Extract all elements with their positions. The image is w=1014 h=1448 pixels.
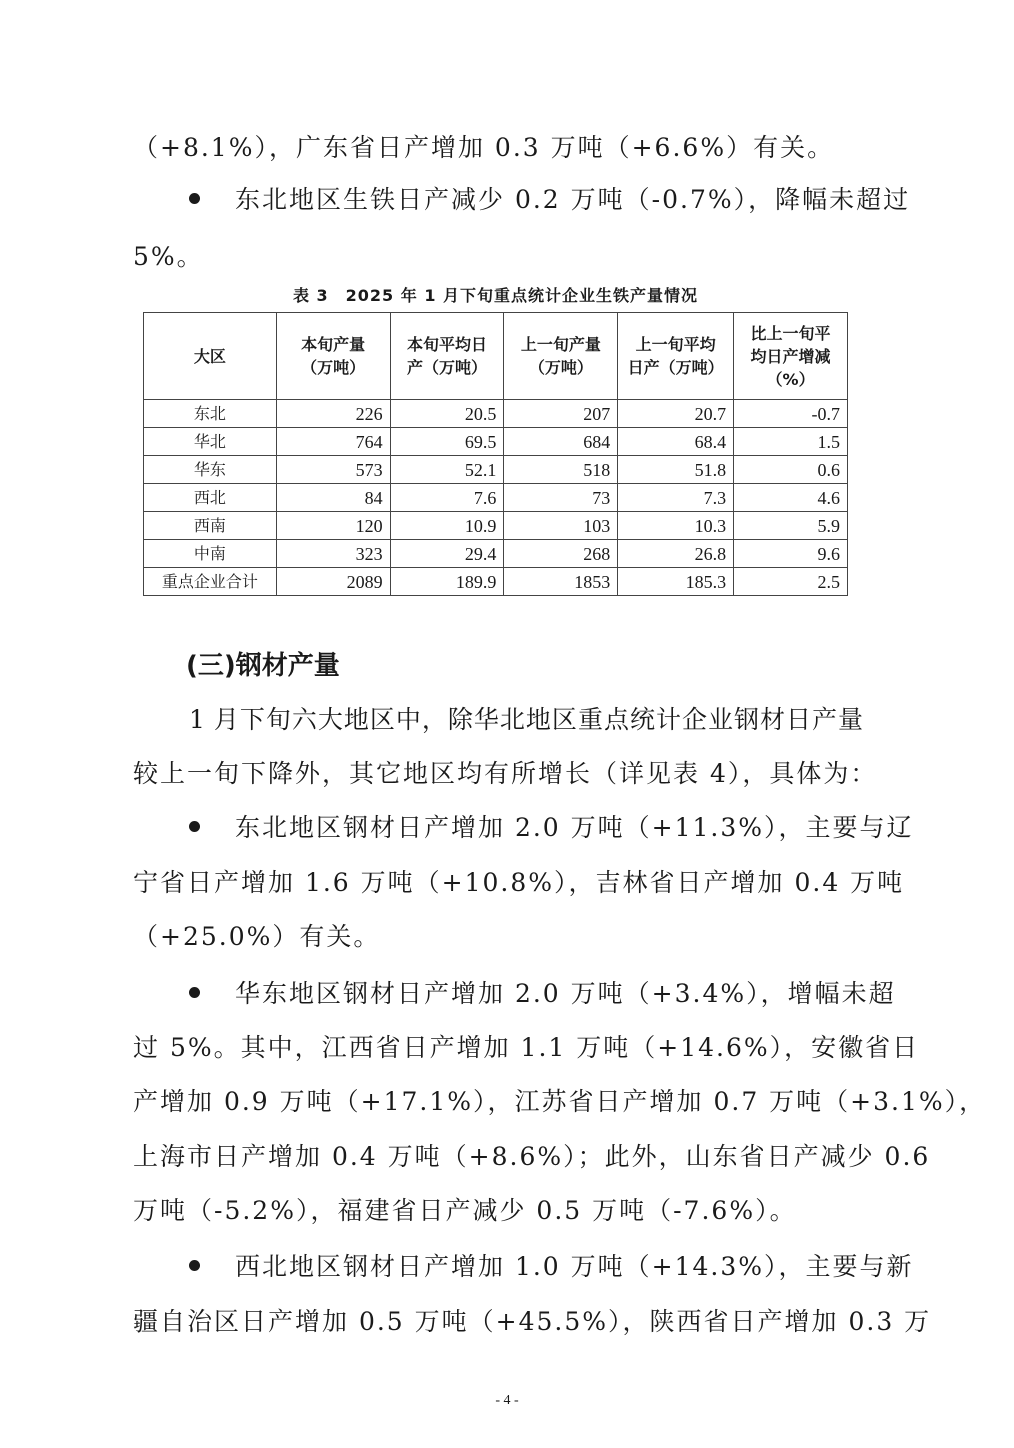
value-cell: 120 (276, 512, 390, 540)
bullet-item (133, 977, 896, 1011)
value-cell: 189.9 (390, 568, 504, 596)
value-cell: 573 (276, 456, 390, 484)
region-cell: 中南 (144, 540, 277, 568)
bullet-text: 华东地区钢材日产增加 2.0 万吨（+3.4%），增幅未超 (235, 979, 896, 1008)
value-cell: 226 (276, 400, 390, 428)
bullet-item (133, 183, 911, 217)
data-table (143, 312, 848, 596)
table-row (144, 400, 848, 428)
bullet-text: 东北地区钢材日产增加 2.0 万吨（+11.3%），主要与辽 (235, 813, 914, 842)
value-cell: 9.6 (734, 540, 848, 568)
table-row (144, 512, 848, 540)
region-cell: 西南 (144, 512, 277, 540)
value-cell: 2.5 (734, 568, 848, 596)
value-cell: 5.9 (734, 512, 848, 540)
paragraph-line: 宁省日产增加 1.6 万吨（+10.8%），吉林省日产增加 0.4 万吨 (133, 868, 905, 897)
table-header-cell: 大区 (144, 313, 277, 400)
bullet-dot-icon (189, 987, 200, 998)
value-cell: 69.5 (390, 428, 504, 456)
table-row (144, 568, 848, 596)
table-header-cell: 本旬平均日 产（万吨） (390, 313, 504, 400)
paragraph-line: （+8.1%），广东省日产增加 0.3 万吨（+6.6%）有关。 (133, 133, 835, 162)
paragraph-line: 较上一旬下降外，其它地区均有所增长（详见表 4），具体为： (133, 759, 878, 788)
paragraph-line: 产增加 0.9 万吨（+17.1%），江苏省日产增加 0.7 万吨（+3.1%）， (133, 1087, 987, 1116)
table-row (144, 540, 848, 568)
value-cell: 103 (504, 512, 618, 540)
bullet-item (133, 811, 914, 845)
value-cell: 764 (276, 428, 390, 456)
table-caption: 表 3 2025 年 1 月下旬重点统计企业生铁产量情况 (292, 286, 699, 305)
bullet-text: 西北地区钢材日产增加 1.0 万吨（+14.3%），主要与新 (235, 1252, 914, 1281)
table-row (144, 484, 848, 512)
region-cell: 华东 (144, 456, 277, 484)
value-cell: 20.7 (618, 400, 734, 428)
paragraph-line: 万吨（-5.2%），福建省日产减少 0.5 万吨（-7.6%）。 (133, 1196, 797, 1225)
paragraph-line: 1 月下旬六大地区中，除华北地区重点统计企业钢材日产量 (189, 705, 863, 734)
table-header-row (144, 313, 848, 400)
value-cell: 29.4 (390, 540, 504, 568)
table-row (144, 456, 848, 484)
value-cell: 185.3 (618, 568, 734, 596)
paragraph-line: （+25.0%）有关。 (133, 922, 381, 951)
bullet-dot-icon (189, 821, 200, 832)
region-cell: 西北 (144, 484, 277, 512)
table-row (144, 428, 848, 456)
table-header-cell: 比上一旬平 均日产增减 （%） (734, 313, 848, 400)
table-header-cell: 上一旬产量 （万吨） (504, 313, 618, 400)
value-cell: 51.8 (618, 456, 734, 484)
value-cell: -0.7 (734, 400, 848, 428)
value-cell: 518 (504, 456, 618, 484)
region-cell: 华北 (144, 428, 277, 456)
value-cell: 268 (504, 540, 618, 568)
paragraph-line: 5%。 (133, 242, 204, 271)
paragraph-line: 过 5%。其中，江西省日产增加 1.1 万吨（+14.6%），安徽省日 (133, 1033, 920, 1062)
region-cell: 东北 (144, 400, 277, 428)
value-cell: 26.8 (618, 540, 734, 568)
region-cell: 重点企业合计 (144, 568, 277, 596)
bullet-dot-icon (189, 1260, 200, 1271)
value-cell: 207 (504, 400, 618, 428)
bullet-text: 东北地区生铁日产减少 0.2 万吨（-0.7%），降幅未超过 (235, 185, 911, 214)
value-cell: 1.5 (734, 428, 848, 456)
table-header-cell: 上一旬平均 日产（万吨） (618, 313, 734, 400)
value-cell: 0.6 (734, 456, 848, 484)
value-cell: 20.5 (390, 400, 504, 428)
paragraph-line: 上海市日产增加 0.4 万吨（+8.6%）；此外，山东省日产减少 0.6 (133, 1142, 931, 1171)
value-cell: 68.4 (618, 428, 734, 456)
table-header-cell: 本旬产量 （万吨） (276, 313, 390, 400)
paragraph-line: 疆自治区日产增加 0.5 万吨（+45.5%），陕西省日产增加 0.3 万 (133, 1307, 932, 1336)
value-cell: 73 (504, 484, 618, 512)
page-number: - 4 - (495, 1393, 519, 1408)
value-cell: 52.1 (390, 456, 504, 484)
value-cell: 323 (276, 540, 390, 568)
value-cell: 10.3 (618, 512, 734, 540)
bullet-dot-icon (189, 193, 200, 204)
value-cell: 1853 (504, 568, 618, 596)
value-cell: 684 (504, 428, 618, 456)
value-cell: 7.3 (618, 484, 734, 512)
value-cell: 7.6 (390, 484, 504, 512)
value-cell: 10.9 (390, 512, 504, 540)
value-cell: 4.6 (734, 484, 848, 512)
bullet-item (133, 1250, 914, 1284)
section-heading: (三)钢材产量 (186, 651, 340, 681)
value-cell: 2089 (276, 568, 390, 596)
value-cell: 84 (276, 484, 390, 512)
